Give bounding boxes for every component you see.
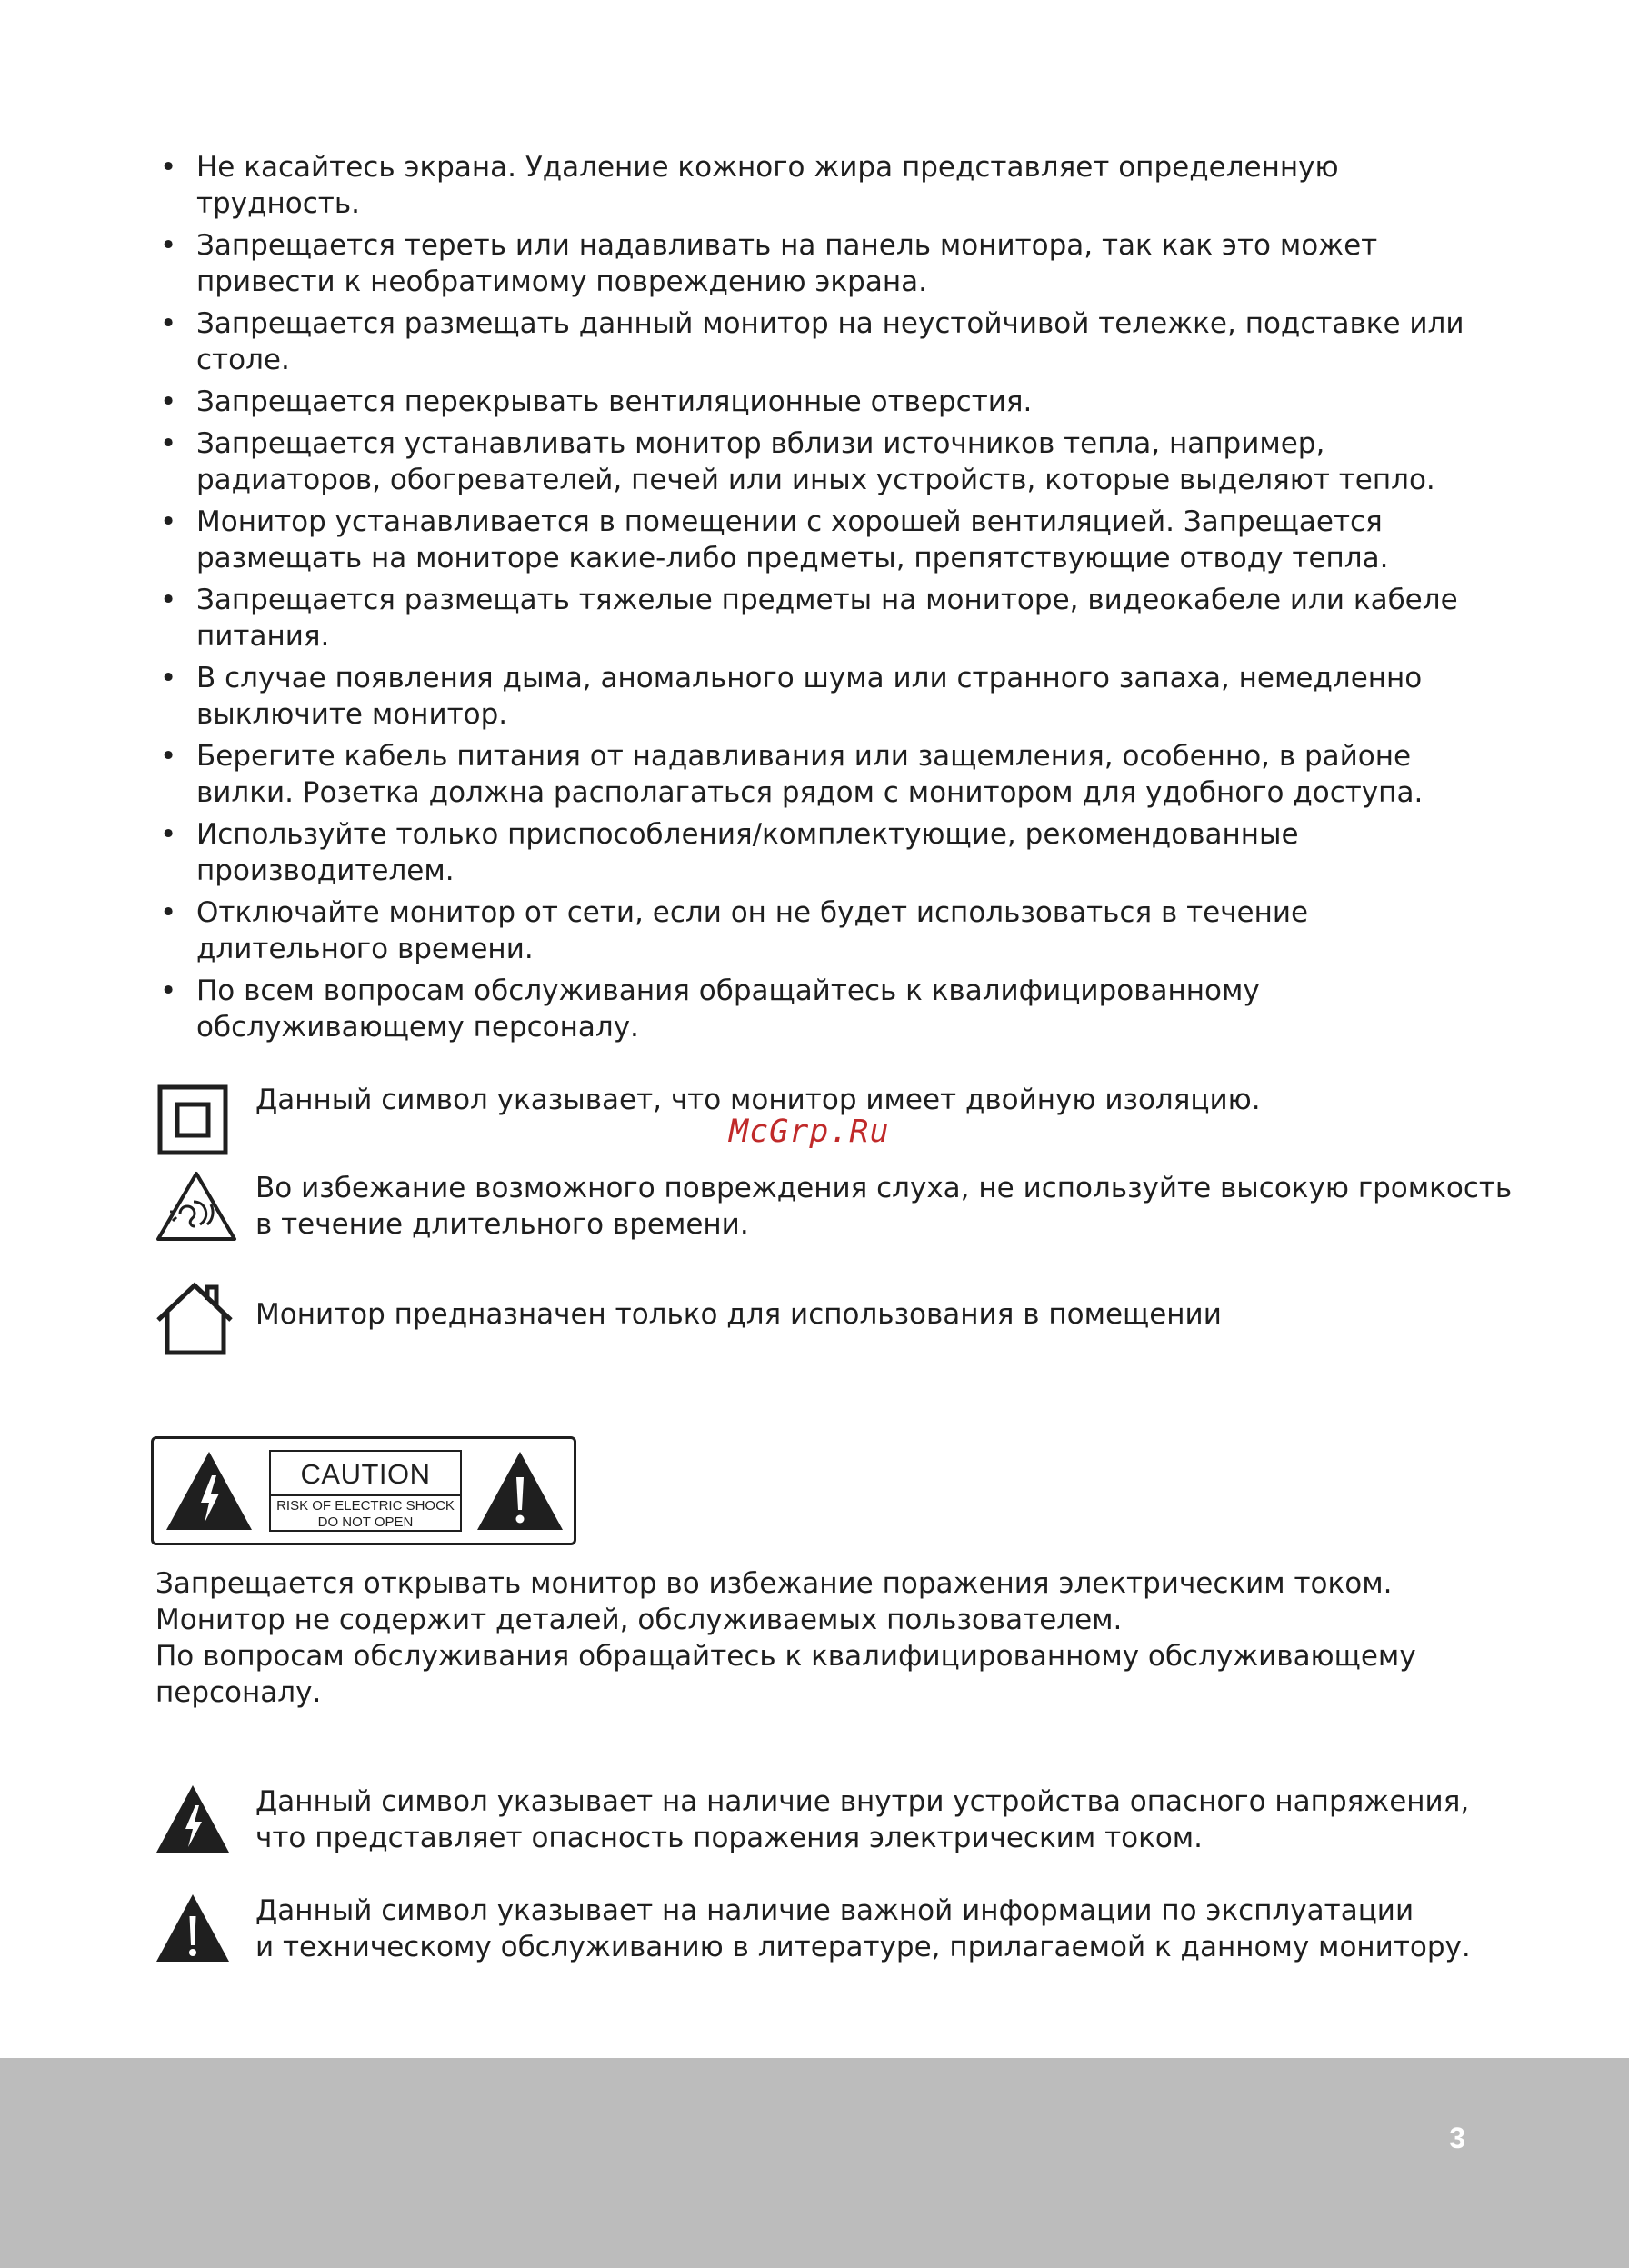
lightning-warning-icon — [165, 1450, 254, 1532]
page-number: 3 — [1449, 2122, 1465, 2154]
bullet-item: • Монитор устанавливается в помещении с хорошей вентиляцией. Запрещается размещать на мониторе какие-либо предметы, препятствующие отводу тепла. — [158, 504, 1504, 576]
bullet-item: • Запрещается размещать данный монитор на неустойчивой тележке, подставке или столе. — [158, 305, 1504, 378]
caution-paragraph — [155, 1565, 1564, 1711]
bullet-item: • Не касайтесь экрана. Удаление кожного жира представляет определенную трудность. — [158, 149, 1504, 222]
safety-bullet-list — [158, 149, 1504, 1051]
bullet-item: • Запрещается размещать тяжелые предметы на мониторе, видеокабеле или кабеле питания. — [158, 582, 1504, 654]
house-icon — [155, 1282, 235, 1356]
bullet-item: • Запрещается тереть или надавливать на панель монитора, так как это может привести к необратимому повреждению экрана. — [158, 227, 1504, 300]
caution-label — [269, 1450, 462, 1532]
hearing-warning-text: Во избежание возможного повреждения слуха, не используйте высокую громкость в течение длительного времени. — [255, 1172, 1513, 1241]
bullet-item: • Берегите кабель питания от надавливания или защемления, особенно, в районе вилки. Розетка должна располагаться рядом с монитором для удобного доступа. — [158, 738, 1504, 811]
voltage-symbol-text: Данный символ указывает на наличие внутри устройства опасного напряжения, что представляет опасность поражения электрическим током. — [255, 1785, 1470, 1854]
bullet-item: • Отключайте монитор от сети, если он не будет использоваться в течение длительного времени. — [158, 894, 1504, 967]
caution-line1: RISK OF ELECTRIC SHOCK — [276, 1498, 455, 1514]
double-insulation-text: Данный символ указывает, что монитор имеет двойную изоляцию. — [255, 1084, 1261, 1116]
info-symbol-text: Данный символ указывает на наличие важной информации по эксплуатации и техническому обслуживанию в литературе, прилагаемой к данному монитору. — [255, 1894, 1471, 1963]
bullet-item: • Запрещается устанавливать монитор вблизи источников тепла, например, радиаторов, обогревателей, печей или иных устройств, которые выделяют тепло. — [158, 425, 1504, 498]
caution-title: CAUTION — [300, 1458, 431, 1490]
caution-text-line: По вопросам обслуживания обращайтесь к квалифицированному обслуживающему персоналу. — [155, 1640, 1416, 1709]
exclamation-warning-icon — [155, 1893, 231, 1963]
indoor-use-text: Монитор предназначен только для использования в помещении — [255, 1298, 1222, 1331]
hearing-warning-icon — [155, 1170, 238, 1243]
exclamation-warning-icon — [475, 1450, 565, 1532]
caution-line2: DO NOT OPEN — [317, 1514, 414, 1530]
caution-label-box — [151, 1436, 576, 1545]
lightning-warning-icon — [155, 1783, 231, 1854]
caution-text-line: Монитор не содержит деталей, обслуживаемых пользователем. — [155, 1604, 1123, 1636]
bullet-item: • В случае появления дыма, аномального шума или странного запаха, немедленно выключите монитор. — [158, 660, 1504, 733]
caution-divider — [271, 1494, 460, 1496]
bullet-item: • Запрещается перекрывать вентиляционные отверстия. — [158, 384, 1504, 420]
double-insulation-icon — [155, 1082, 229, 1156]
watermark: McGrp.Ru — [729, 1114, 890, 1150]
bullet-item: • По всем вопросам обслуживания обращайтесь к квалифицированному обслуживающему персоналу. — [158, 973, 1504, 1045]
page-footer — [0, 2058, 1629, 2268]
caution-text-line: Запрещается открывать монитор во избежание поражения электрическим током. — [155, 1567, 1393, 1600]
bullet-item: • Используйте только приспособления/комплектующие, рекомендованные производителем. — [158, 816, 1504, 889]
